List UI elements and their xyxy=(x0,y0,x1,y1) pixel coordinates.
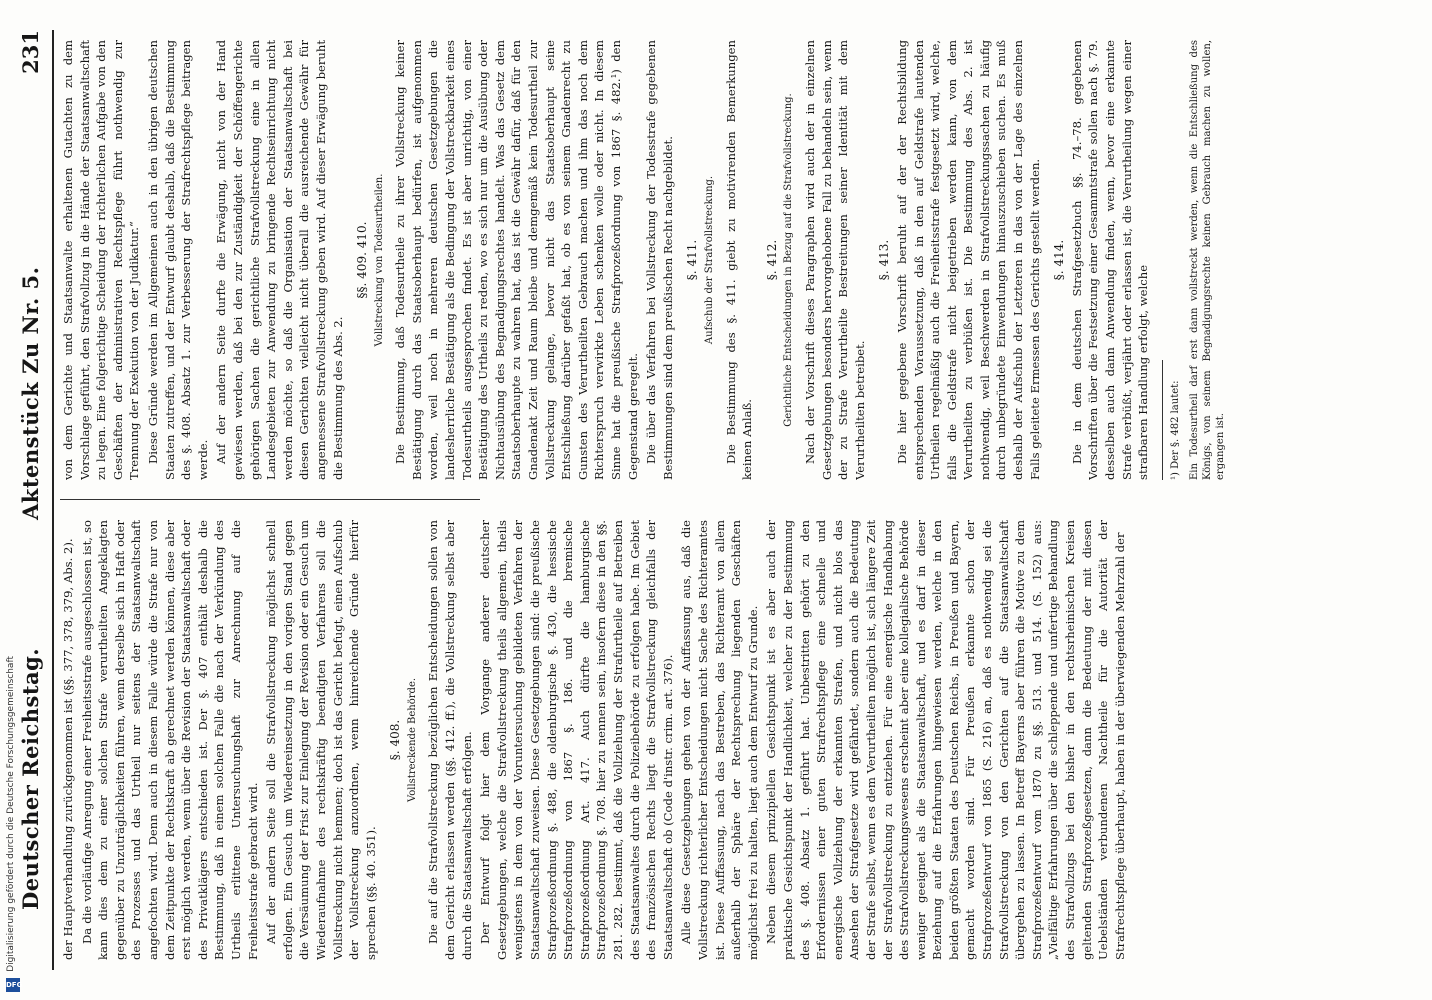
paragraph: Die über das Verfahren bei Vollstreckung der Todesstrafe gegebenen Bestimmungen sind dem preußischen Recht nachgebildet. xyxy=(644,40,675,480)
paragraph: Der Entwurf folgt hier dem Vorgange anderer deutscher Gesetzgebungen, welche die Strafvollstreckung theils allgemein, theils wenigstens in dem von der Voruntersuchung gebildeten Verfahren der Staatsanwaltschaft zuweisen. Diese Gesetzgebungen sind: die preußische Strafprozeßordnung §. 488, die oldenburgische §. 430, die hessische Strafprozeßordnung von 1867 §. 186. und die bremische Strafprozeßordnung Art. 417. Auch dürfte die hamburgische Strafprozeßordnung §. 708. hier zu nennen sein, insofern diese in den §§. 281. 282. bestimmt, daß die Vollziehung der Strafurtheile auf Betreiben des Staatsanwaltes durch die Polizeibehörde zu erfolgen habe. Im Gebiet des französischen Rechts liegt die Strafvollstreckung gleichfalls der Staatsanwaltschaft ob (Code d'instr. crim. art. 376). xyxy=(478,520,675,960)
running-title-left: Deutscher Reichstag. xyxy=(18,647,43,910)
right-column xyxy=(60,40,1390,480)
paragraph: Die Bestimmung, daß Todesurtheile zu ihrer Vollstreckung keiner Bestätigung durch das Staatsoberhaupt bedürfen, ist aufgenommen worden, weil noch in mehreren deutschen Gesetzgebungen die landesherrliche Bestätigung als die Bedingung der Vollstreckbarkeit eines Todesurtheils ausgesprochen findet. Es ist aber unrichtig, von einer Bestätigung des Urtheils zu reden, wo es sich nur um die Ausübung oder Nichtausübung des Begnadigungsrechtes handelt. Was das Gesetz dem Staatsoberhaupte zu wahren hat, das ist die Gewähr dafür, daß für den Gnadenakt Zeit und Raum bleibe und demgemäß kein Todesurtheil zur Vollstreckung gelange, bevor nicht das Staatsoberhaupt seine Entschließung darüber gefaßt hat, ob es von seinem Gnadenrecht zu Gunsten des Verurtheilten Gebrauch machen und ihm das noch dem Richterspruch verwirkte Leben schenken wolle oder nicht. In diesem Sinne hat die preußische Strafprozeßordnung von 1867 §. 482.¹) den Gegenstand geregelt. xyxy=(393,40,640,480)
column-divider xyxy=(60,499,480,500)
section-heading: §. 411. xyxy=(685,239,700,281)
dfg-logo-icon: DFG xyxy=(6,978,20,992)
paragraph: Diese Gründe werden im Allgemeinen auch in den übrigen deutschen Staaten zutreffen, und der Entwurf glaubt deshalb, daß die Bestimmung des §. 408. Absatz 1. zur Verbesserung der Strafrechtspflege beitragen werde. xyxy=(145,40,210,480)
paragraph: Die Bestimmung des §. 411. giebt zu motivirenden Bemerkungen keinen Anlaß. xyxy=(723,40,755,480)
paragraph: Die auf die Strafvollstreckung bezüglichen Entscheidungen sollen von dem Gericht erlassen werden (§§. 412. ff.), die Vollstreckung selbst aber durch die Staatsanwaltschaft erfolgen. xyxy=(426,520,474,960)
section-subheading: Gerichtliche Entscheidungen in Bezug auf die Strafvollstreckung. xyxy=(783,93,795,427)
paragraph: Nach der Vorschrift dieses Paragraphen wird auch der in einzelnen Gesetzgebungen besonders hervorgehobene Fall zu behandeln sein, wenn der zu Strafe Verurtheilte Bestreitungen seiner Identität mit dem Verurtheilten betreibet. xyxy=(802,40,867,480)
header-rule xyxy=(52,30,54,970)
paragraph: Neben diesem prinzipiellen Gesichtspunkt ist es aber auch der praktische Gesichtspunkt der Handlichkeit, welcher zu der Bestimmung des §. 408. Absatz 1. geführt hat. Unbestritten gehört zu den Erfordernissen einer guten Strafrechtspflege eine schnelle und energische Vollziehung der erkannten Strafen, und nicht blos das Ansehen der Strafgesetze wird gefährdet, sondern auch die Bedeutung der Strafe selbst, wenn es dem Verurtheilten möglich ist, sich längere Zeit der Strafvollstreckung zu entziehen. Für eine energische Handhabung des Strafvollstreckungswesens erscheint aber eine kollegialische Behörde weniger geeignet als die Staatsanwaltschaft, und es darf in dieser Beziehung auf die Erfahrungen hingewiesen werden, welche in den beiden größten Staaten des Deutschen Reichs, in Preußen und Bayern, gemacht worden sind. Für Preußen erkannte schon der Strafprozeßentwurf von 1865 (S. 216) an, daß es nothwendig sei die Strafvollstreckung von den Gerichten auf die Staatsanwaltschaft übergehen zu lassen. In Betreff Bayerns aber führen die Motive zu dem Strafprozeßentwurf vom 1870 zu §§. 513. und 514. (S. 152) aus: „Vielfältige Erfahrungen über die schleppende und unfertige Behandlung des Strafvollzugs bei den bisher in den rechtsrheinischen Kreisen geltenden Strafprozeßgesetzen, dann die Bedeutung der mit diesen Uebelständen verbundenen Nachtheile für die Autorität der Strafrechtspflege überhaupt, haben in der überwiegenden Mehrzahl der xyxy=(764,520,1127,960)
paragraph: Die hier gegebene Vorschrift beruht auf der der Rechtsbildung entsprechenden Voraussetzung, daß in den auf Geldstrafe lautenden Urtheilen regelmäßig auch die Freiheitsstrafe festgesetzt wird, welche, falls die Geldstrafe nicht beigetrieben werden kann, von dem Verurtheilten zu verbüßen ist. Die Bestimmung des Abs. 2. ist nothwendig, weil Beschwerden in Strafvollstreckungssachen zu häufig durch unbegründete Einwendungen hinauszuschieben suchen. Es muß deshalb der Aufschub der Letzteren in das von der Lage des einzelnen Falls geleitete Ermessen des Gerichts gestellt werden. xyxy=(894,40,1042,480)
watermark-text: Digitalisierung gefördert durch die Deutsche Forschungsgemeinschaft xyxy=(6,656,16,972)
section-heading: §§. 409. 410. xyxy=(355,221,370,299)
footnote-rule xyxy=(1162,360,1163,480)
left-column xyxy=(60,520,1390,960)
section-subheading: Aufschub der Strafvollstreckung. xyxy=(703,175,715,345)
section-heading: §. 414. xyxy=(1052,239,1067,281)
page-number: 231 xyxy=(18,30,43,74)
section-heading: §. 413. xyxy=(877,239,892,281)
paragraph: Auf der andern Seite soll die Strafvollstreckung möglichst schnell erfolgen. Ein Gesuch um Wiedereinsetzung in den vorigen Stand gegen die Versäumung der Frist zur Einlegung der Revision oder ein Gesuch um Wiederaufnahme des rechtskräftig beendigten Verfahrens soll die Vollstreckung nicht hemmen; doch ist das Gericht befugt, einen Aufschub der Vollstreckung anzuordnen, wenn hinreichende Gründe hierfür sprechen (§§. 40. 351). xyxy=(264,520,378,960)
paragraph: Da die vorläufige Anregung einer Freiheitsstrafe ausgeschlossen ist, so kann dies dem zu einer solchen Strafe verurtheilten Angeklagten gegenüber zu Unzuträglichkeiten führen, wenn derselbe sich in Haft oder des Prozesses und das Urtheil nur seitens der Staatsanwaltschaft angefochten wird. Denn auch in diesem Falle würde die Strafe nur von dem Zeitpunkte der Rechtskraft ab gerechnet werden können, diese aber erst möglich werden, wenn über die Revision der Staatsanwaltschaft oder des Privatklägers entschieden ist. Der §. 407 enthält deshalb die Bestimmung, daß in einem solchen Falle die nach der Verkündung des Urtheils erlittene Untersuchungshaft zur Anrechnung auf die Freiheitsstrafe gebracht wird. xyxy=(79,520,260,960)
footnote-text: Ein Todesurtheil darf erst dann vollstreckt werden, wenn die Entschließung des Königs, von seinem Begnadigungsrechte keinen Gebrauch machen zu wollen, ergangen ist. xyxy=(1188,40,1226,480)
paragraph: Die in dem deutschen Strafgesetzbuch §§. 74.–78. gegebenen Vorschriften über die Festsetzung einer Gesammtstrafe sollen nach §. 79. desselben auch dann Anwendung finden, wenn, bevor eine erkannte Strafe verbüßt, verjährt oder erlassen ist, die Verurtheilung wegen einer strafbaren Handlung erfolgt, welche xyxy=(1069,40,1151,480)
paragraph: der Hauptverhandlung zurückgenommen ist (§§. 377, 378, 379, Abs. 2). xyxy=(61,538,75,960)
footnote-label: ¹) Der §. 482 lautet: xyxy=(1169,380,1181,480)
page-header xyxy=(14,30,52,970)
section-heading: §. 412. xyxy=(764,239,779,281)
paragraph: Alle diese Gesetzgebungen gehen von der Auffassung aus, daß die Vollstreckung richterlicher Entscheidungen nicht Sache des Richteramtes ist. Diese Auffassung, nach das Bestreben, das Richteramt von allem außerhalb der Sphäre der Rechtsprechung liegenden Geschäften möglichst frei zu halten, liegt auch dem Entwurf zu Grunde. xyxy=(679,520,760,960)
running-title-right: Aktenstück Zu Nr. 5. xyxy=(18,266,43,520)
section-subheading: Vollstreckung von Todesurtheilen. xyxy=(373,173,385,347)
section-subheading: Vollstreckende Behörde. xyxy=(406,677,418,803)
paragraph: von dem Gerichte und Staatsanwalte erhaltenen Gutachten zu dem Vorschlage geführt, den Strafvollzug in die Hände der Staatsanwaltschaft zu legen. Eine folgerichtige Scheidung der richterlichen Aufgabe von den Geschäften der administrativen Rechtspflege führt nothwendig zur Trennung der Exekution von der Judikatur.“ xyxy=(61,40,142,480)
section-heading: §. 408. xyxy=(388,719,403,761)
paragraph: Auf der andern Seite durfte die Erwägung, nicht von der Hand gewiesen werden, daß bei den zur Zuständigkeit der Schöffengerichte gehörigen Sachen die gerichtliche Strafvollstreckung eine in allen Landesgebieten zur Anwendung zu bringende Rechtseinrichtung nicht werden möchte, so daß die Organisation der Staatsanwaltschaft bei diesen Gerichten vielleicht nicht überall die ausreichende Gewähr für angemessene Strafvollstreckung geben wird. Auf dieser Erwägung beruht die Bestimmung des Abs. 2. xyxy=(214,40,345,480)
